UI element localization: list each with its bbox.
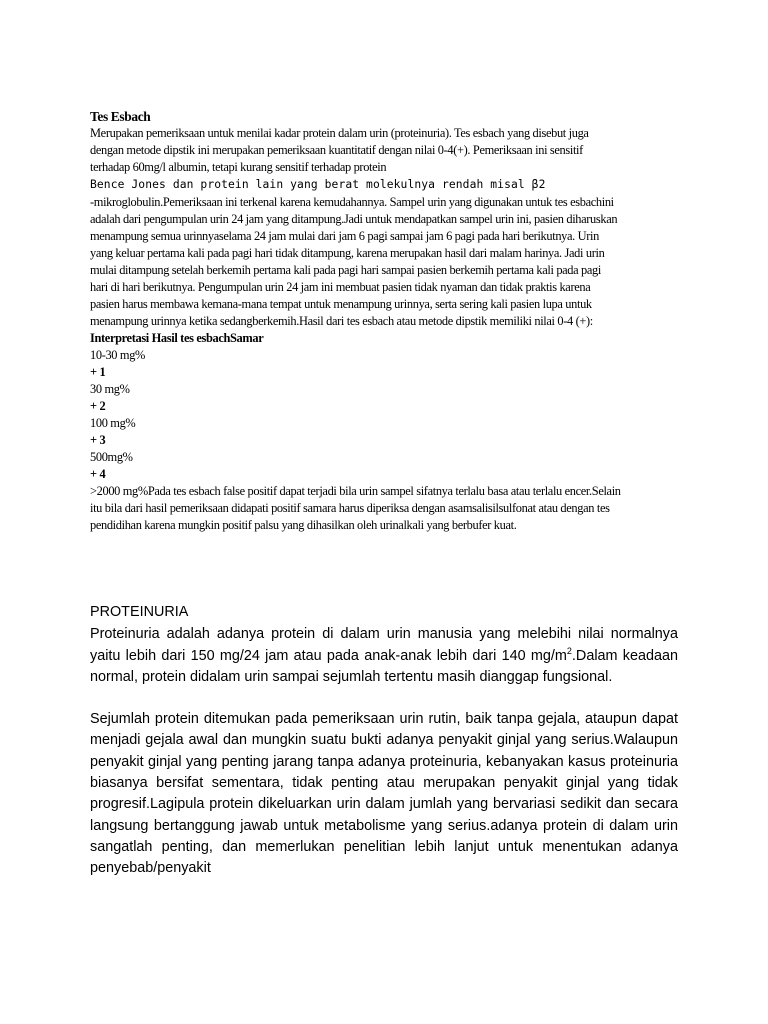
paragraph-text: .Dalam keadaan normal, protein didalam urin sampai sejumlah tertentu masih dianggap fungsional. xyxy=(90,647,678,685)
body-line: Merupakan pemeriksaan untuk menilai kadar protein dalam urin (proteinuria). Tes esbach yang disebut juga xyxy=(90,126,589,140)
result-grade: + 2 xyxy=(90,399,106,413)
body-line: itu bila dari hasil pemeriksaan didapati positif samara harus diperiksa dengan asamsalisilsulfonat atau dengan tes xyxy=(90,501,610,515)
body-line: >2000 mg%Pada tes esbach false positif dapat terjadi bila urin sampel sifatnya terlalu basa atau terlalu encer.Selain xyxy=(90,484,621,498)
body-line: mulai ditampung setelah berkemih pertama kali pada pagi hari sampai pasien berkemih pertama kali pada pagi xyxy=(90,263,601,277)
paragraph-text: Proteinuria adalah adanya protein di dalam urin manusia yang melebihi nilai normalnya yaitu lebih dari 150 mg/24 jam atau pada anak-anak lebih dari 140 mg/m xyxy=(90,626,678,664)
result-value: 10-30 mg% xyxy=(90,348,146,362)
result-value: 500mg% xyxy=(90,450,133,464)
section-title: Tes Esbach xyxy=(90,109,151,124)
body-line: pendidihan karena mungkin positif palsu yang dihasilkan oleh urinalkali yang berbufer kuat. xyxy=(90,518,517,532)
body-line: hari di hari berikutnya. Pengumpulan urin 24 jam ini membuat pasien tidak nyaman dan tidak praktis karena xyxy=(90,280,591,294)
interpretation-heading: Interpretasi Hasil tes esbachSamar xyxy=(90,331,264,345)
body-line: dengan metode dipstik ini merupakan pemeriksaan kuantitatif dengan nilai 0-4(+). Pemeriksaan ini sensitif xyxy=(90,143,583,157)
body-line: -mikroglobulin.Pemeriksaan ini terkenal karena kemudahannya. Sampel urin yang digunakan untuk tes esbachini xyxy=(90,195,614,209)
body-line-monospace: Bence Jones dan protein lain yang berat molekulnya rendah misal β2 xyxy=(90,178,546,191)
result-grade: + 4 xyxy=(90,467,106,481)
proteinuria-section xyxy=(90,602,678,880)
result-value: 30 mg% xyxy=(90,382,130,396)
body-line: yang keluar pertama kali pada pagi hari tidak ditampung, karena merupakan hasil dari malam harinya. Jadi urin xyxy=(90,246,605,260)
paragraph: Sejumlah protein ditemukan pada pemeriksaan urin rutin, baik tanpa gejala, ataupun dapat menjadi gejala awal dan mungkin suatu bukti adanya penyakit ginjal yang serius.Walaupun penyakit ginjal yang penting jarang tanpa adanya proteinuria, kebanyakan kasus proteinuria biasanya bersifat sementara, tidak penting atau merupakan penyakit ginjal yang tidak progresif.Lagipula protein dikeluarkan urin dalam jumlah yang bervariasi sedikit dan secara langsung bertanggung jawab untuk metabolisme yang serius.adanya protein di dalam urin sangatlah penting, dan memerlukan penelitian lebih lanjut untuk menentukan adanya penyebab/penyakit xyxy=(90,711,678,877)
section-heading: PROTEINURIA xyxy=(90,604,189,620)
body-line: menampung urinnya ketika sedangberkemih.Hasil dari tes esbach atau metode dipstik memiliki nilai 0-4 (+): xyxy=(90,314,593,328)
result-grade: + 3 xyxy=(90,433,106,447)
superscript: 2 xyxy=(566,645,572,656)
result-value: 100 mg% xyxy=(90,416,136,430)
body-line: menampung semua urinnyaselama 24 jam mulai dari jam 6 pagi sampai jam 6 pagi pada hari berikutnya. Urin xyxy=(90,229,599,243)
body-line: adalah dari pengumpulan urin 24 jam yang ditampung.Jadi untuk mendapatkan sampel urin ini, pasien diharuskan xyxy=(90,212,618,226)
result-grade: + 1 xyxy=(90,365,106,379)
body-line: terhadap 60mg/l albumin, tetapi kurang sensitif terhadap protein xyxy=(90,160,387,174)
paragraph xyxy=(90,624,678,688)
body-line: pasien harus membawa kemana-mana tempat untuk menampung urinnya, serta sering kali pasien lupa untuk xyxy=(90,297,592,311)
tes-esbach-section xyxy=(90,108,680,534)
